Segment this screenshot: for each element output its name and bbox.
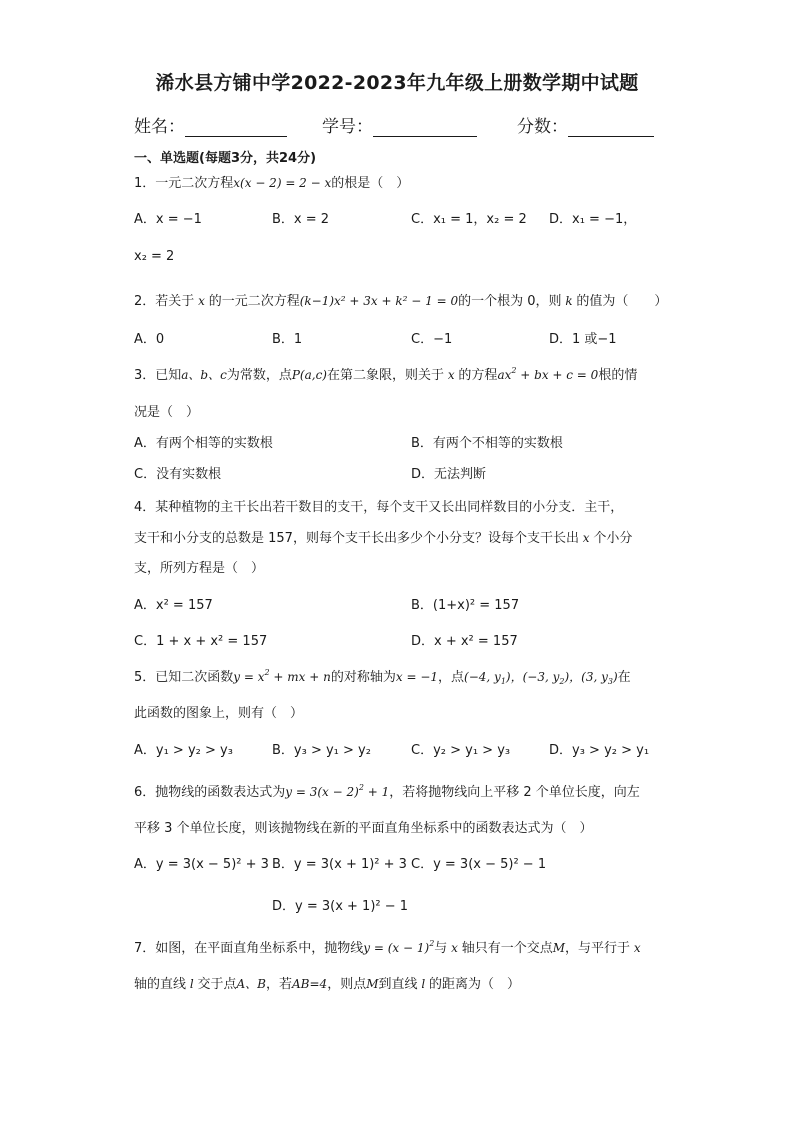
q5-option-b[interactable]: B．y₃ > y₁ > y₂ <box>272 743 371 758</box>
q2-text-d: 的值为（ ） <box>576 294 668 309</box>
question-5-line1: 5．已知二次函数$y = x^2$ + mx + n的对称轴为x = −1，点(−4, $y_1$)，(−3, $y_2$)，(3, $y_3$)在 <box>134 668 631 686</box>
q3-text-b: 为常数，点 <box>226 368 292 383</box>
id-blank[interactable] <box>373 118 477 137</box>
q1-text-b: 的根是（ ） <box>331 176 410 191</box>
question-2-stem: 2．若关于 x 的一元二次方程(k−1)x² + 3x + k² − 1 = 0的一个根为 0，则 k 的值为（ ） <box>134 294 668 309</box>
question-6-line2: 平移 3 个单位长度，则该抛物线在新的平面直角坐标系中的函数表达式为（ ） <box>134 821 593 836</box>
q1-option-b[interactable]: B．x = 2 <box>272 212 330 227</box>
q7-text-j: 的距离为（ ） <box>429 977 521 992</box>
q2-option-b[interactable]: B．1 <box>272 332 303 347</box>
question-4-line1: 4．某种植物的主干长出若干数目的支干，每个支干又长出同样数目的小分支．主干， <box>134 500 624 515</box>
q6-option-d[interactable]: D．y = 3(x + 1)² − 1 <box>272 899 409 914</box>
q1-option-d[interactable]: D．x₁ = −1， <box>549 212 637 227</box>
q6-text-b: ，若将抛物线向上平移 2 个单位长度，向左 <box>389 785 640 800</box>
id-field <box>322 112 477 137</box>
q3-option-d[interactable]: D．无法判断 <box>411 467 487 482</box>
question-4-line2: 支干和小分支的总数是 157，则每个支干长出多少个小分支？设每个支干长出 x 个小分 <box>134 531 633 546</box>
page-title: 浠水县方铺中学2022-2023年九年级上册数学期中试题 <box>155 72 639 94</box>
q4-text-b: 个小分 <box>593 531 633 546</box>
q3-text-c: 在第二象限，则关于 <box>327 368 445 383</box>
question-1-stem <box>134 172 409 191</box>
q4-option-d[interactable]: D．x + x² = 157 <box>411 634 518 649</box>
q2-text-b: 的一元二次方程 <box>208 294 300 309</box>
question-7-line2: 轴的直线 l 交于点A、B，若AB=4，则点M到直线 l 的距离为（ ） <box>134 977 521 992</box>
q5-text-a: 5．已知二次函数 <box>134 670 234 685</box>
q3-option-c[interactable]: C．没有实数根 <box>134 467 222 482</box>
q5-option-d[interactable]: D．y₃ > y₂ > y₁ <box>549 743 650 758</box>
q2-option-a[interactable]: A．0 <box>134 332 165 347</box>
q7-text-h: ，则点 <box>327 977 367 992</box>
q7-text-d: ，与平行于 <box>565 941 631 956</box>
score-field <box>517 112 654 137</box>
q3-text-e: 根的情 <box>598 368 638 383</box>
q4-option-b[interactable]: B．(1+x)² = 157 <box>411 598 520 613</box>
q1-equation: x(x − 2) = 2 − x <box>233 176 332 190</box>
q3-option-a[interactable]: A．有两个相等的实数根 <box>134 436 273 451</box>
q7-text-i: 到直线 <box>378 977 418 992</box>
question-7-line1: 7．如图，在平面直角坐标系中，抛物线$y = (x - 1)^2$与 x 轴只有一个交点M，与平行于 x <box>134 939 641 956</box>
q2-text-a: 2．若关于 <box>134 294 195 309</box>
q1-option-d-cont: x₂ = 2 <box>134 249 175 264</box>
q6-option-b[interactable]: B．y = 3(x + 1)² + 3 <box>272 857 407 872</box>
q6-text-a: 6．抛物线的函数表达式为 <box>134 785 286 800</box>
question-5-line2: 此函数的图象上，则有（ ） <box>134 706 304 721</box>
q5-text-c: ，点 <box>438 670 465 685</box>
q3-text-a: 3．已知 <box>134 368 182 383</box>
name-blank[interactable] <box>185 118 287 137</box>
name-label: 姓名： <box>134 117 185 137</box>
q3-option-b[interactable]: B．有两个不相等的实数根 <box>411 436 563 451</box>
q2-text-c: 的一个根为 0，则 <box>458 294 562 309</box>
q5-text-d: 在 <box>617 670 631 685</box>
q3-text-d: 的方程 <box>458 368 498 383</box>
q7-text-b: 与 <box>434 941 448 956</box>
question-6-line1: 6．抛物线的函数表达式为$y = 3(x - 2)^2 + 1$，若将抛物线向上平移 2 个单位长度，向左 <box>134 783 640 800</box>
q4-option-a[interactable]: A．x² = 157 <box>134 598 213 613</box>
q5-text-b: 的对称轴为 <box>330 670 396 685</box>
q7-text-c: 轴只有一个交点 <box>461 941 553 956</box>
q2-equation: (k−1)x² + 3x + k² − 1 = 0 <box>299 294 459 308</box>
score-blank[interactable] <box>568 118 654 137</box>
question-3-stem-line2: 况是（ ） <box>134 405 200 420</box>
q5-option-a[interactable]: A．y₁ > y₂ > y₃ <box>134 743 233 758</box>
q7-text-e: 轴的直线 <box>134 977 187 992</box>
q6-option-c[interactable]: C．y = 3(x − 5)² − 1 <box>411 857 547 872</box>
q1-text-a: 1．一元二次方程 <box>134 176 234 191</box>
q6-option-a[interactable]: A．y = 3(x − 5)² + 3 <box>134 857 269 872</box>
q7-text-f: 交于点 <box>197 977 237 992</box>
q7-text-g: ，若 <box>266 977 293 992</box>
name-field <box>134 112 287 137</box>
question-4-line3: 支，所列方程是（ ） <box>134 561 265 576</box>
score-label: 分数： <box>517 117 568 137</box>
question-3-stem: 3．已知a、b、c为常数，点P(a,c)在第二象限，则关于 x 的方程$ax^2$ + bx + c = 0根的情 <box>134 366 638 383</box>
q2-option-d[interactable]: D．1 或−1 <box>549 332 617 347</box>
q1-option-c[interactable]: C．x₁ = 1，x₂ = 2 <box>411 212 527 227</box>
q1-option-a[interactable]: A．x = −1 <box>134 212 202 227</box>
q7-text-a: 7．如图，在平面直角坐标系中，抛物线 <box>134 941 364 956</box>
section-heading: 一、单选题(每题3分，共24分) <box>134 151 317 166</box>
q5-option-c[interactable]: C．y₂ > y₁ > y₃ <box>411 743 511 758</box>
q4-text-a: 支干和小分支的总数是 157，则每个支干长出多少个小分支？设每个支干长出 <box>134 531 579 546</box>
q4-option-c[interactable]: C．1 + x + x² = 157 <box>134 634 268 649</box>
id-label: 学号： <box>322 117 373 137</box>
q2-option-c[interactable]: C．−1 <box>411 332 453 347</box>
